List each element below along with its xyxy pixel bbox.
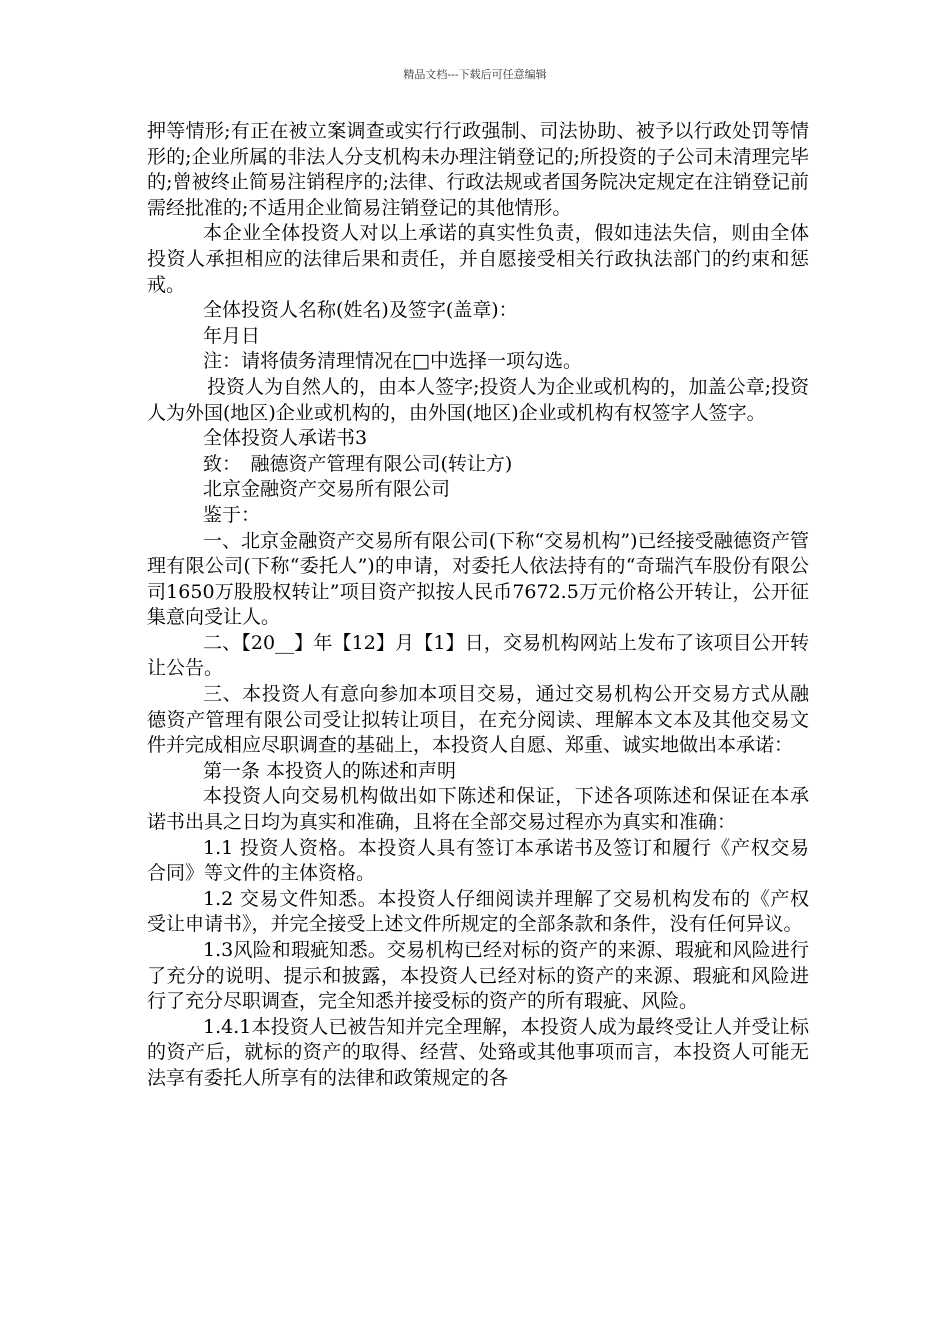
paragraph: 1.1 投资人资格。本投资人具有签订本承诺书及签订和履行《产权交易合同》等文件的主体资格。 [147,836,809,885]
paragraph: 北京金融资产交易所有限公司 [203,478,451,501]
paragraph: 本企业全体投资人对以上承诺的真实性负责，假如违法失信，则由全体投资人承担相应的法律后果和责任，并自愿接受相关行政执法部门的约束和惩戒。 [147,222,809,296]
paragraph: 1.4.1本投资人已被告知并完全理解，本投资人成为最终受让人并受让标的资产后，就标的资产的取得、经营、处臵或其他事项而言，本投资人可能无法享有委托人所享有的法律和政策规定的各 [147,1015,809,1089]
paragraph: 致： 融德资产管理有限公司(转让方) [203,452,513,475]
paragraph: 全体投资人承诺书3 [203,427,368,450]
document-body [147,119,809,1092]
paragraph: 注：请将债务清理情况在□中选择一项勾选。 [203,350,582,373]
paragraph: 鉴于： [203,503,261,526]
paragraph: 二、【20__】年【12】月【1】日，交易机构网站上发布了该项目公开转让公告。 [147,631,809,680]
paragraph: 1.3风险和瑕疵知悉。交易机构已经对标的资产的来源、瑕疵和风险进行了充分的说明、提示和披露，本投资人已经对标的资产的来源、瑕疵和风险进行了充分尽职调查，完全知悉并接受标的资产的所有瑕疵、风险。 [147,939,809,1013]
paragraph: 投资人为自然人的，由本人签字;投资人为企业或机构的，加盖公章;投资人为外国(地区)企业或机构的，由外国(地区)企业或机构有权签字人签字。 [147,375,809,424]
paragraph: 本投资人向交易机构做出如下陈述和保证，下述各项陈述和保证在本承诺书出具之日均为真实和准确，且将在全部交易过程亦为真实和准确： [147,785,809,834]
paragraph: 三、本投资人有意向参加本项目交易，通过交易机构公开交易方式从融德资产管理有限公司受让拟转让项目，在充分阅读、理解本文本及其他交易文件并完成相应尽职调查的基础上，本投资人自愿、郑重、诚实地做出本承诺： [147,683,809,757]
paragraph: 1.2 交易文件知悉。本投资人仔细阅读并理解了交易机构发布的《产权受让申请书》，并完全接受上述文件所规定的全部条款和条件，没有任何异议。 [147,887,809,936]
paragraph: 年月日 [203,324,261,347]
paragraph: 一、北京金融资产交易所有限公司(下称“交易机构”)已经接受融德资产管理有限公司(下称“委托人”)的申请，对委托人依法持有的“奇瑞汽车股份有限公司1650万股股权转让”项目资产拟按人民币7672.5万元价格公开转让，公开征集意向受让人。 [147,529,809,629]
paragraph: 押等情形;有正在被立案调查或实行行政强制、司法协助、被予以行政处罚等情形的;企业所属的非法人分支机构未办理注销登记的;所投资的子公司未清理完毕的;曾被终止简易注销程序的;法律、行政法规或者国务院决定规定在注销登记前需经批准的;不适用企业简易注销登记的其他情形。 [147,120,809,219]
page-header: 精品文档---下载后可任意编辑 [403,68,547,81]
paragraph: 全体投资人名称(姓名)及签字(盖章)： [203,299,518,322]
section-heading: 第一条 本投资人的陈述和声明 [203,759,457,782]
